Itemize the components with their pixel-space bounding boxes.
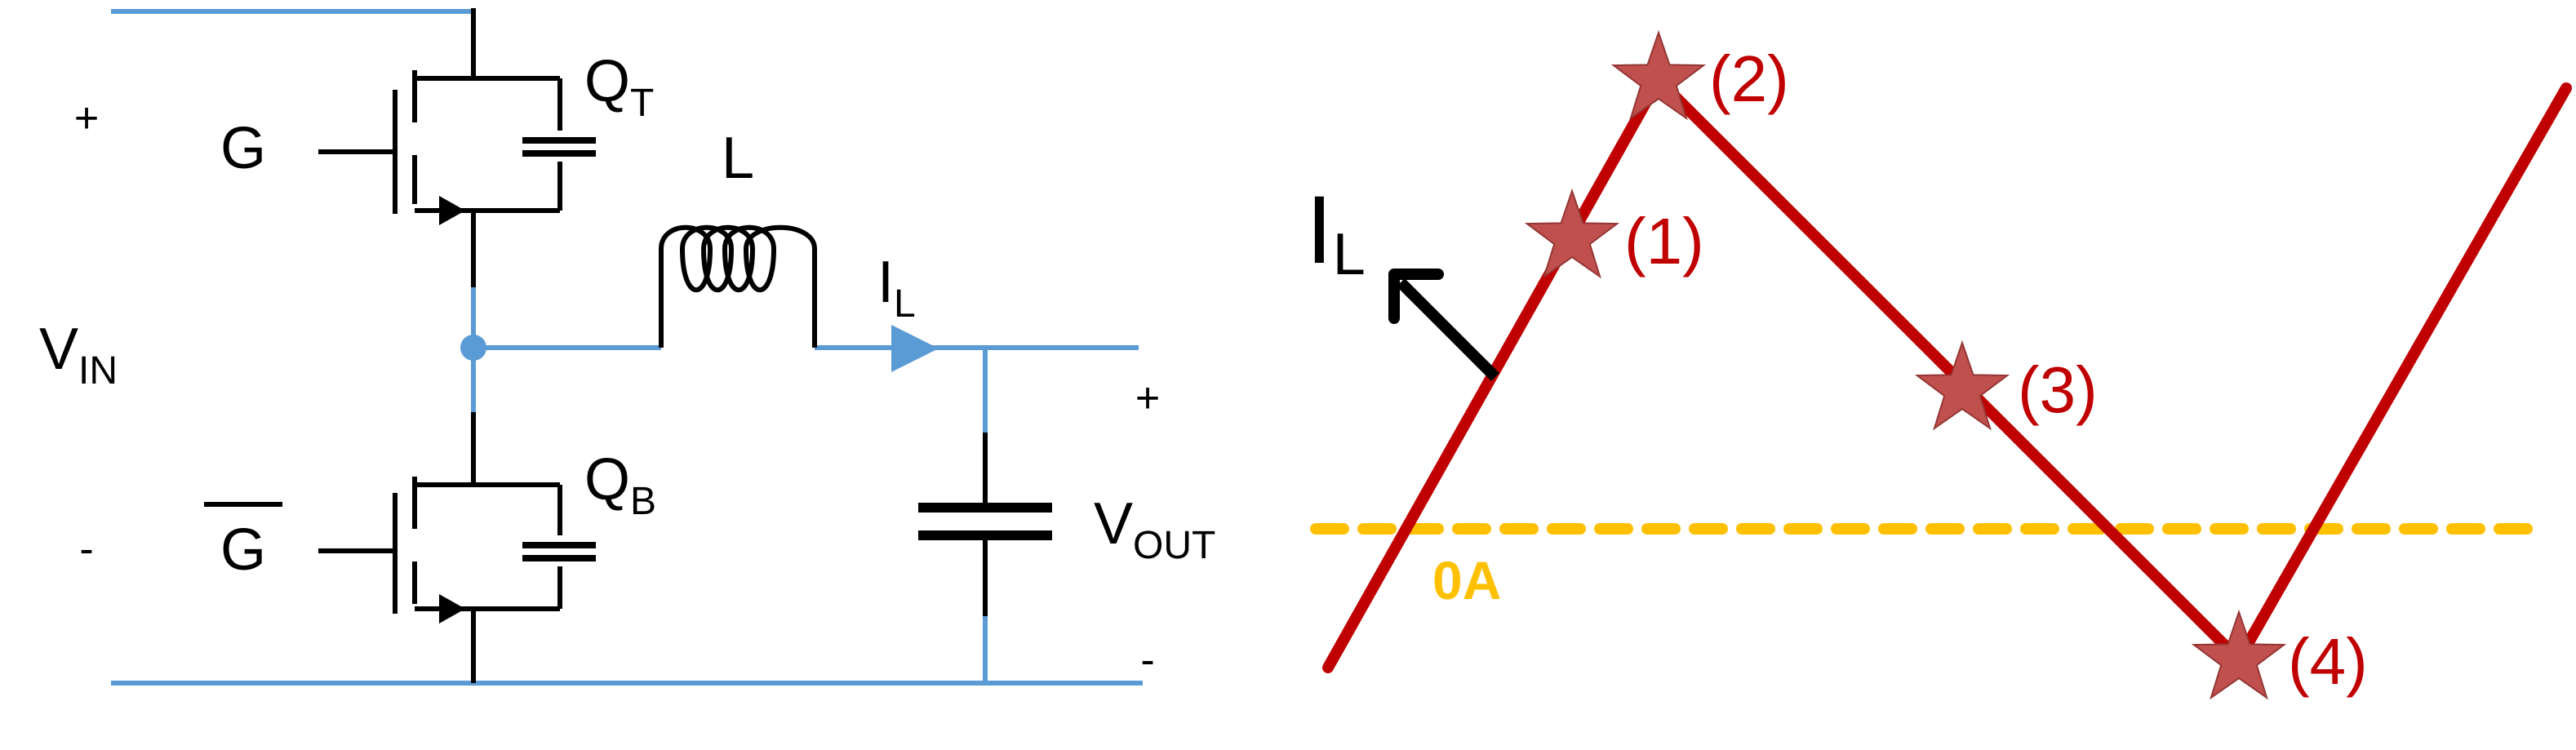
buck-circuit — [39, 8, 1215, 684]
point-2-label: (2) — [1709, 42, 1789, 115]
inductor-current-arrow — [891, 325, 939, 372]
qb-label: $Q_B$ — [584, 447, 657, 523]
point-1-star — [1527, 191, 1617, 277]
output-capacitor — [918, 433, 1052, 616]
il-arrow-shaft — [1401, 282, 1495, 377]
qt-label: $Q_T$ — [584, 49, 655, 125]
inductor-coil — [661, 228, 815, 348]
vin-label: $V_{IN}$ — [39, 317, 118, 393]
vin-plus-label: + — [73, 95, 100, 142]
zero-current-label: 0A — [1432, 550, 1502, 610]
gate-top-label: G — [220, 116, 267, 181]
point-3-label: (3) — [2018, 353, 2098, 426]
il-waveform-label: IL — [1306, 176, 1366, 287]
mosfet-qb — [318, 412, 596, 683]
point-1-label: (1) — [1624, 205, 1704, 277]
vout-label: $V_{OUT}$ — [1094, 491, 1216, 567]
mosfet-qt — [318, 8, 596, 287]
inductor-label: L — [721, 126, 755, 191]
vout-minus-label: - — [1140, 637, 1155, 684]
gate-bottom-label: G — [220, 517, 267, 583]
inductor-current-label: $I_L$ — [877, 250, 916, 326]
vout-plus-label: + — [1135, 375, 1161, 422]
vin-minus-label: - — [79, 526, 94, 573]
inductor-current-waveform — [1306, 33, 2566, 698]
switch-node-dot — [460, 335, 486, 361]
point-4-label: (4) — [2288, 625, 2368, 698]
current-trace — [1328, 80, 2566, 668]
